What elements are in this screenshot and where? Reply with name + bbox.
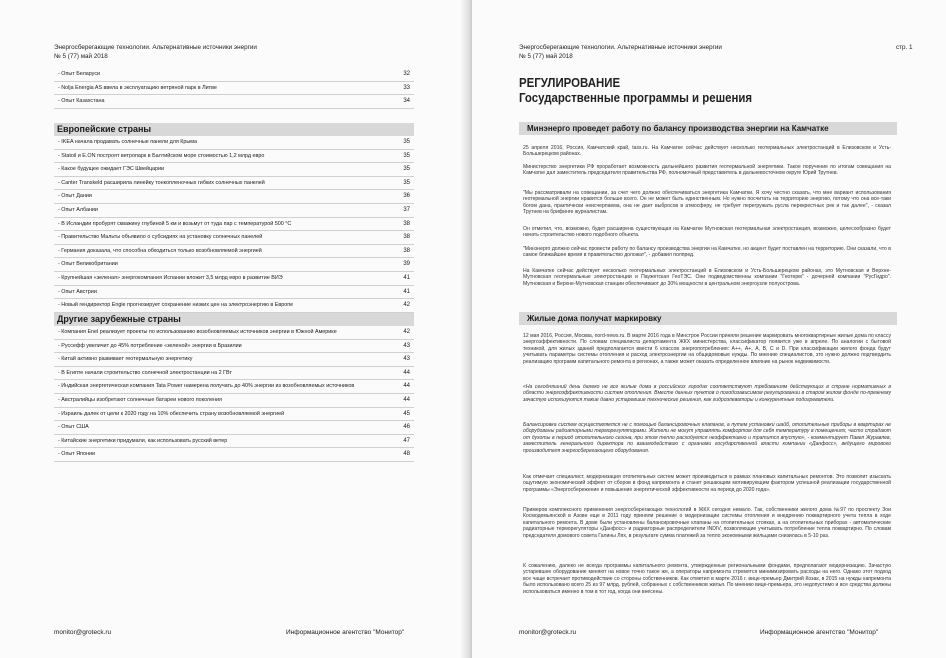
toc-row[interactable]: - В Исландии пробурят скважину глубиной 5 км и возьмут от туда пар с температурой 500 °C 38	[54, 218, 414, 232]
toc-row[interactable]: - В Египте начали строительство солнечной электростанции на 2 ГВт 44	[54, 367, 414, 381]
article1-paragraph: Он отметил, что, возможно, будет расширена существующая на Камчатке Мутновская геотермальная электростанция, возможно, целесообразно будет начать строительство нового подобного объекта.	[523, 226, 891, 239]
toc-row[interactable]: - Какое будущее ожидает ГЭС Швейцарии 35	[54, 163, 414, 177]
toc-europe-list	[54, 136, 414, 313]
toc-row[interactable]: - Опыт Великобритании 39	[54, 258, 414, 272]
toc-row[interactable]: - Китай активно развивает геотермальную энергетику 43	[54, 353, 414, 367]
toc-other-list	[54, 326, 414, 462]
toc-row[interactable]: - Новый гендиректор Engie прогнозирует сохранение низких цен на электроэнергию в Европе 42	[54, 299, 414, 313]
section-heading	[519, 75, 752, 105]
article1-paragraph: 25 апреля 2016, Россия, Камчатский край, tass.ru. На Камчатке сейчас действует несколько геотермальных электростанций в Елизовском и Усть-Большерецком районах.	[523, 145, 891, 158]
article2-paragraph: Как отмечает специалист, модернизация отопительных систем может производиться в рамках плановых капитальных ремонтов. Это позволит изыскать ощутимую экономический эффект от сборов в фонд капремонта и станет решающим мотивирующим фактором успешной реализации государственной программы «Энергосбережение и повышение энергетической эффективности на период до 2020 года».	[523, 474, 891, 493]
article1-paragraph: Министерство энергетики РФ проработает возможность дальнейшего развития геотермальной энергетики. Такое поручение по итогам совещания на Камчатке дал заместитель председателя правительства РФ, полномочный представитель в дальневосточном округе Юрий Трутнев.	[523, 164, 891, 177]
article2-paragraph: К сожалению, далеко не всегда программы капитального ремонта, утвержденные региональными фондами, предполагают модернизацию. Зачастую устаревшее оборудование меняют на новое точно такое же, а операторы капремонта стремятся минимизировать расходы на него. Однако этот подход все чаще встречает противодействие со стороны собственников. Как отметил в марте 2016 г. вице-премьер Дмитрий Козак, в 2015 на нужды капремонта было использовано всего 25 из 97 млрд. рублей, собранных с собственников жилья. По мнению вице-премьера, это недопустимо и все средства должны использоваться именно в том в тот год, когда они внесены.	[523, 563, 891, 595]
left-running-head: Энергосберегающие технологии. Альтернативные источники энергии	[54, 44, 257, 51]
toc-row[interactable]: - Nolja Energia AS ввела в эксплуатацию ветряной парк в Литве 33	[54, 82, 414, 96]
right-running-head: Энергосберегающие технологии. Альтернативные источники энергии	[519, 44, 722, 51]
article1-paragraph: "Минэнерго должно сейчас провести работу по балансу производства энергии на Камчатке, но акцент будет поставлен на территорию. Они сказали, что в самое ближайшее время в правительство доложат", - добавил полпред.	[523, 246, 891, 259]
section-heading-line1: РЕГУЛИРОВАНИЕ	[519, 75, 621, 90]
toc-row[interactable]: - Крупнейшая «зеленая» энергокомпания Испании вложит 3,5 млрд евро в развитие ВИЭ 41	[54, 272, 414, 286]
toc-row[interactable]: - Руссефф увеличит до 45% потребление «зеленой» энергии в Бразилии 43	[54, 340, 414, 354]
section-title-europe: Европейские страны	[54, 123, 414, 136]
toc-row[interactable]: - Опыт Японии 48	[54, 448, 414, 462]
left-issue-number: № 5 (77) май 2018	[54, 53, 108, 60]
toc-row[interactable]: - Statoil и E.ON построят ветропарк в Балтийском море стоимостью 1,2 млрд евро 35	[54, 150, 414, 164]
article2-paragraph: Балансировка систем осуществляется не с помощью балансировочных клапанов, а путем установки шайб, отопительные приборы в квартирах не оборудованы радиаторными терморегуляторами. Жители не могут управлять комфортом для себя температуру в помещениях, часто страдают от духоты в период отопительного сезона, при этом тепло расходуется неэффективно и тратится впустую», - комментирует Павел Журавлев, заместитель генерального директора по взаимодействию с органами государственной власти компании «Данфосс», ведущего мирового производителя энергосберегающего оборудования.	[523, 422, 891, 454]
left-footer-email[interactable]: monitor@groteck.ru	[54, 629, 112, 636]
right-footer-email[interactable]: monitor@groteck.ru	[519, 629, 577, 636]
article1-paragraph: На Камчатке сейчас действует несколько геотермальных электростанций в Елизовском и Усть-Большерецком районах, это Мутновская и Верхне-Мутновская геотермальные электростанции и Паужетская ГеоТЭС. Они подведомственны компании "Геотерм" - дочерней компании "РусГидро". Мутновская и Верхне-Мутновская станции обеспечивают до 30% мощности в центральном энергоузле полуострова.	[523, 268, 891, 287]
article2-title: Жилые дома получат маркировку	[519, 312, 897, 325]
page-number-label: стр. 1	[896, 44, 913, 51]
toc-row[interactable]: - IKEA начала продавать солнечные панели для Крыма 35	[54, 136, 414, 150]
right-footer-agency: Информационное агентство "Монитор"	[760, 629, 879, 636]
toc-row[interactable]: - Canter Transkeld расширила линейку тонкопленочных гибких солнечных панелей 35	[54, 177, 414, 191]
toc-top-list	[54, 68, 414, 109]
toc-row[interactable]: - Опыт Дании 36	[54, 190, 414, 204]
toc-row[interactable]: - Германия доказала, что способна обходиться только возобновляемой энергией 38	[54, 245, 414, 259]
toc-row[interactable]: - Австралийцы изобретают солнечные батареи нового поколения 44	[54, 394, 414, 408]
toc-row[interactable]: - Правительство Мальты объявило о субсидиях на установку солнечных панелей 38	[54, 231, 414, 245]
toc-row[interactable]: - Израиль далек от цели к 2020 году на 10% обеспечить страну возобновляемой энергией 45	[54, 408, 414, 422]
toc-row[interactable]: - Опыт Албании 37	[54, 204, 414, 218]
left-footer-agency: Информационное агентство "Монитор"	[286, 629, 405, 636]
section-title-other-countries: Другие зарубежные страны	[54, 313, 414, 326]
toc-row[interactable]: - Опыт США 46	[54, 421, 414, 435]
toc-row[interactable]: - Индийская энергетическая компания Tata Power намерена получать до 40% энергии из возобновляемых источников 44	[54, 380, 414, 394]
article1-paragraph: "Мы рассматривали на совещании, за счет чего должно обеспечиваться энергетика Камчатки. Я хочу честно сказать, что мне вариант использования геотермальной энергии нравится больше всего. Он не может быть единственным. Но нужно посчитать на территорию энергию, потому что она все-таки богом дана, практически неисчерпаема, она не дает выбросов в атмосферу, не требует перегружать русла перекрестных рек и так далее", - сказал Трутнев на брифинге журналистам.	[523, 190, 891, 216]
article2-paragraph: Примеров комплексного применения энергосберегающих технологий в ЖКХ сегодня немало. Так, собственники жилого дома №97 по проспекту Зои Космодемьянской в Азове еще в 2011 году приняли решение о модернизации системы отопления и внедрению поквартирного учета тепла в ходе капитального ремонта. В доме были установлены балансировочные клапаны на отопительных стояках, а на отопительных приборах - автоматические радиаторные терморегуляторы «Данфосс» и радиаторные распределители INDIV, позволяющие учитывать потребление тепла поквартирно. По словам председателя домового совета Галины Лях, в результате сумма платежей за тепло экономными жильцами снизилась в 5-10 раз.	[523, 507, 891, 539]
toc-row[interactable]: - Опыт Казахстана 34	[54, 95, 414, 109]
article2-paragraph: «На сегодняшний день далеко не все жилые дома в российских городах соответствуют требованиям действующих в стране нормативных в области энергоэффективности систем отопления. Вместе данных пунктов о погодозависимом регулировании в старом жилом фонде по-прежнему зачастую используются такие давно устаревшие технические решения, как гидроэлеваторы и конкурентные подогреватели.	[523, 384, 891, 403]
toc-row[interactable]: - Компания Enel реализует проекты по использованию возобновляемых источников энергии в Южной Америке 42	[54, 326, 414, 340]
toc-row[interactable]: - Китайские энергетики придумали, как использовать русский ветер 47	[54, 435, 414, 449]
right-issue-number: № 5 (77) май 2018	[519, 53, 573, 60]
article1-title: Минэнерго проведет работу по балансу производства энергии на Камчатке	[519, 122, 897, 135]
toc-row[interactable]: - Опыт Беларуси 32	[54, 68, 414, 82]
left-page	[0, 0, 468, 658]
section-heading-line2: Государственные программы и решения	[519, 90, 753, 105]
toc-row[interactable]: - Опыт Австрии 41	[54, 286, 414, 300]
article2-paragraph: 12 мая 2016, Россия, Москва, nord-news.ru. В марте 2016 года в Минстрое России приняли решение маркировать многоквартирные жилые дома по классу энергоэффективности. По словам специалиста департамента ЖКХ министерства, классификатор появится уже в апреле. По аналогии с бытовой техникой, для жилых зданий предполагается ввести 6 классов энергопотребления: А++, А+, А, В, С и D. При классификации жилого фонда будут учитывать параметры системы отопления и расход электроэнергии на общедомовые нужды. По мнению специалистов, это нужно должно подтвердить реализацию программ капитального ремонта в регионах, а также может оказать определенное влияние на рынок недвижимости.	[523, 333, 891, 365]
